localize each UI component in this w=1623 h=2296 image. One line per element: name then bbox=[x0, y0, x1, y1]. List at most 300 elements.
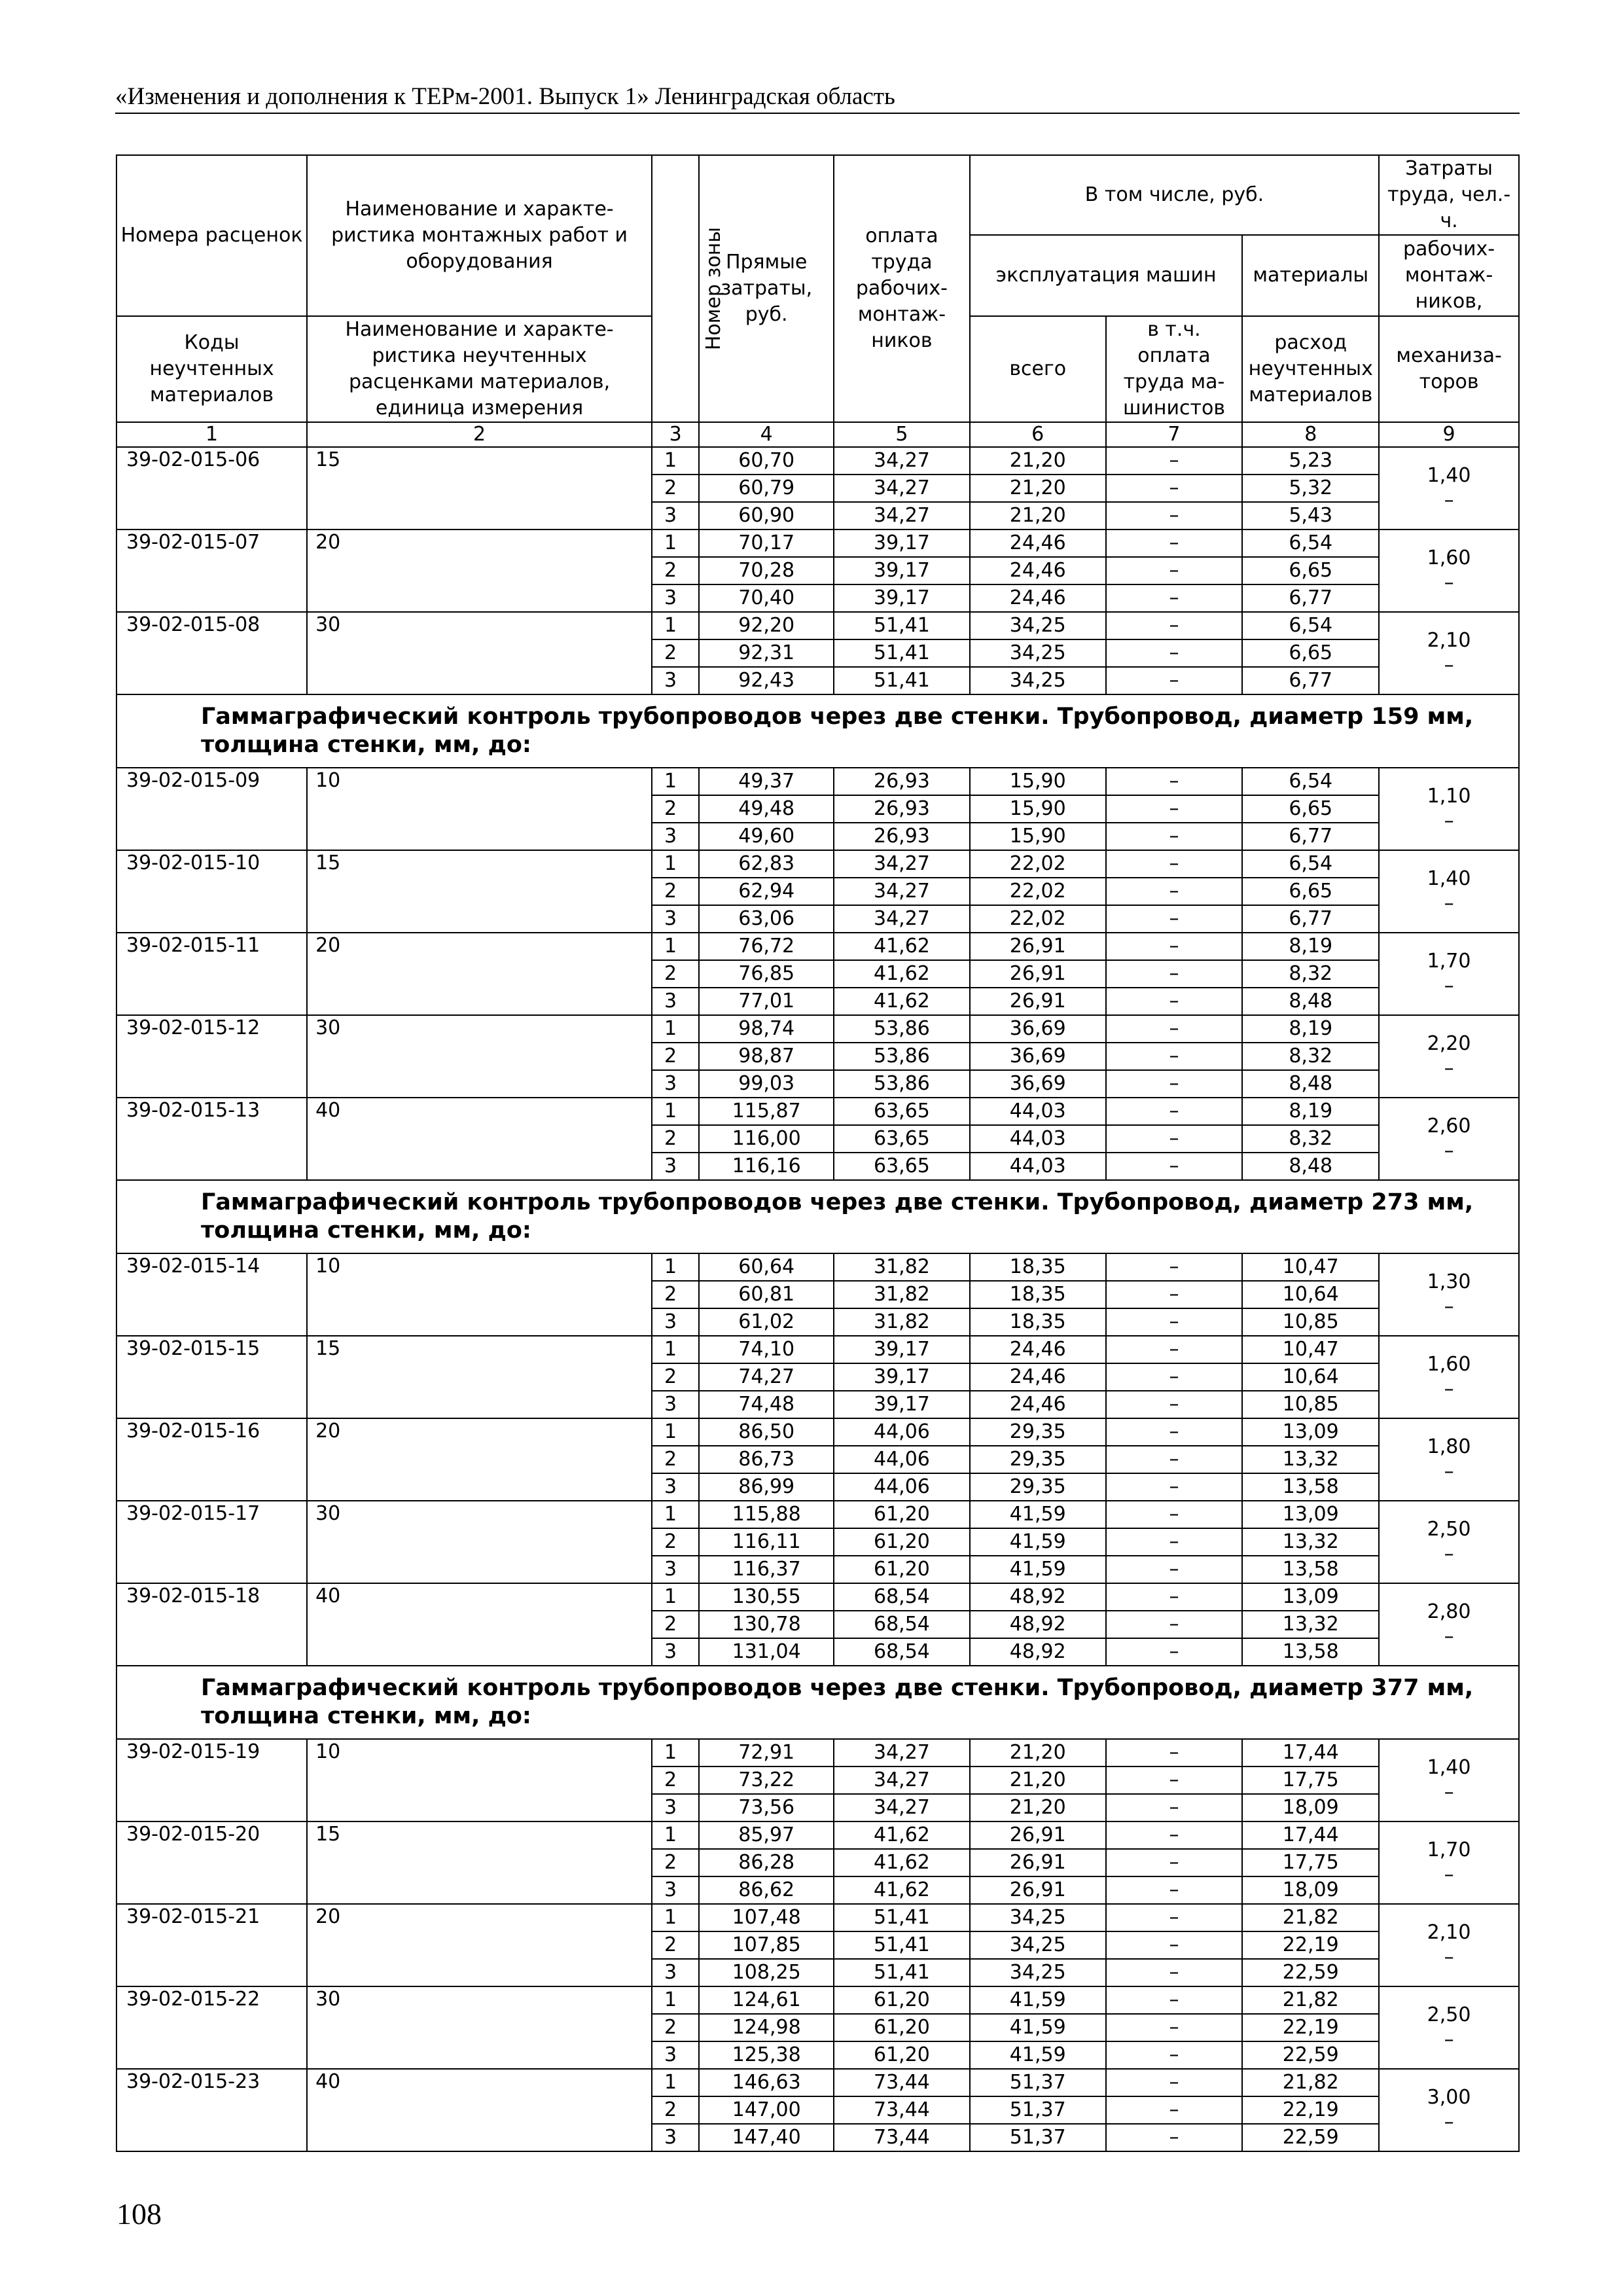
labor-workers-value: 2,10 bbox=[1427, 629, 1471, 652]
direct-costs-value: 146,63 bbox=[699, 2069, 834, 2096]
materials-value: 13,09 bbox=[1242, 1583, 1379, 1611]
zone-number: 3 bbox=[652, 1391, 699, 1418]
header-workers-pay: оплата труда рабочих-монтажников bbox=[834, 155, 970, 422]
section-heading: Гаммаграфический контроль трубопроводов через две стенки. Трубопровод, диаметр 377 мм, толщина стенки, мм, до: bbox=[116, 1666, 1519, 1739]
machinist-pay-value: – bbox=[1106, 1876, 1243, 1904]
workers-pay-value: 34,27 bbox=[834, 878, 970, 905]
zone-number: 1 bbox=[652, 850, 699, 878]
machinist-pay-value: – bbox=[1106, 878, 1243, 905]
direct-costs-value: 98,74 bbox=[699, 1015, 834, 1043]
column-number: 8 bbox=[1242, 422, 1379, 447]
machine-operation-value: 18,35 bbox=[970, 1308, 1106, 1336]
zone-number: 2 bbox=[652, 475, 699, 502]
materials-value: 22,19 bbox=[1242, 2096, 1379, 2124]
machine-operation-value: 22,02 bbox=[970, 905, 1106, 933]
machine-operation-value: 26,91 bbox=[970, 933, 1106, 960]
labor-workers-value: 1,40 bbox=[1427, 867, 1471, 890]
machinist-pay-value: – bbox=[1106, 1043, 1243, 1070]
direct-costs-value: 116,37 bbox=[699, 1556, 834, 1583]
header-zone bbox=[652, 155, 726, 422]
labor-mechanics-value: – bbox=[1444, 1460, 1454, 1483]
labor-costs-cell bbox=[1379, 1098, 1519, 1180]
materials-value: 6,77 bbox=[1242, 905, 1379, 933]
machinist-pay-value: – bbox=[1106, 1015, 1243, 1043]
zone-number: 2 bbox=[652, 1849, 699, 1876]
machinist-pay-value: – bbox=[1106, 1931, 1243, 1959]
direct-costs-value: 116,16 bbox=[699, 1153, 834, 1180]
workers-pay-value: 61,20 bbox=[834, 1528, 970, 1556]
column-number: 7 bbox=[1106, 422, 1243, 447]
labor-mechanics-value: – bbox=[1444, 1946, 1454, 1969]
table-row bbox=[116, 1739, 1519, 1767]
machine-operation-value: 48,92 bbox=[970, 1583, 1106, 1611]
workers-pay-value: 68,54 bbox=[834, 1583, 970, 1611]
direct-costs-value: 74,10 bbox=[699, 1336, 834, 1363]
price-table bbox=[116, 154, 1520, 2152]
materials-value: 17,75 bbox=[1242, 1849, 1379, 1876]
workers-pay-value: 39,17 bbox=[834, 1336, 970, 1363]
materials-value: 6,65 bbox=[1242, 557, 1379, 584]
labor-costs-cell bbox=[1379, 1336, 1519, 1418]
workers-pay-value: 61,20 bbox=[834, 2041, 970, 2069]
zone-number: 1 bbox=[652, 768, 699, 795]
machinist-pay-value: – bbox=[1106, 1153, 1243, 1180]
workers-pay-value: 34,27 bbox=[834, 850, 970, 878]
machinist-pay-value: – bbox=[1106, 1070, 1243, 1098]
zone-number: 2 bbox=[652, 1043, 699, 1070]
workers-pay-value: 51,41 bbox=[834, 1959, 970, 1986]
materials-value: 21,82 bbox=[1242, 1904, 1379, 1931]
direct-costs-value: 92,43 bbox=[699, 667, 834, 694]
machinist-pay-value: – bbox=[1106, 1849, 1243, 1876]
zone-number: 1 bbox=[652, 2069, 699, 2096]
workers-pay-value: 68,54 bbox=[834, 1638, 970, 1666]
header-including: В том числе, руб. bbox=[970, 155, 1379, 235]
header-rate-numbers: Номера расценок bbox=[116, 155, 307, 316]
machine-operation-value: 21,20 bbox=[970, 447, 1106, 475]
header-material-consumption: расход неучтенных материалов bbox=[1242, 316, 1379, 422]
workers-pay-value: 41,62 bbox=[834, 1876, 970, 1904]
zone-number: 3 bbox=[652, 1153, 699, 1180]
direct-costs-value: 86,28 bbox=[699, 1849, 834, 1876]
machinist-pay-value: – bbox=[1106, 1418, 1243, 1446]
labor-workers-value: 1,40 bbox=[1427, 1756, 1471, 1779]
workers-pay-value: 44,06 bbox=[834, 1446, 970, 1473]
machinist-pay-value: – bbox=[1106, 1501, 1243, 1528]
zone-number: 3 bbox=[652, 1473, 699, 1501]
header-direct-costs: Прямые затраты, руб. bbox=[699, 155, 834, 422]
machinist-pay-value: – bbox=[1106, 1739, 1243, 1767]
table-body bbox=[116, 447, 1519, 2151]
direct-costs-value: 49,37 bbox=[699, 768, 834, 795]
materials-value: 5,43 bbox=[1242, 502, 1379, 529]
machinist-pay-value: – bbox=[1106, 1904, 1243, 1931]
machinist-pay-value: – bbox=[1106, 1363, 1243, 1391]
direct-costs-value: 60,79 bbox=[699, 475, 834, 502]
zone-number: 1 bbox=[652, 1501, 699, 1528]
rate-code: 39-02-015-09 bbox=[116, 768, 307, 850]
rate-code: 39-02-015-14 bbox=[116, 1253, 307, 1336]
wall-thickness: 30 bbox=[307, 612, 652, 694]
zone-number: 1 bbox=[652, 447, 699, 475]
labor-workers-value: 2,10 bbox=[1427, 1921, 1471, 1944]
direct-costs-value: 61,02 bbox=[699, 1308, 834, 1336]
machinist-pay-value: – bbox=[1106, 768, 1243, 795]
rate-code: 39-02-015-18 bbox=[116, 1583, 307, 1666]
rate-code: 39-02-015-22 bbox=[116, 1986, 307, 2069]
materials-value: 8,32 bbox=[1242, 960, 1379, 988]
materials-value: 8,48 bbox=[1242, 1153, 1379, 1180]
machinist-pay-value: – bbox=[1106, 795, 1243, 823]
zone-number: 1 bbox=[652, 1253, 699, 1281]
workers-pay-value: 51,41 bbox=[834, 639, 970, 667]
labor-mechanics-value: – bbox=[1444, 2028, 1454, 2051]
labor-workers-value: 1,10 bbox=[1427, 785, 1471, 808]
rate-code: 39-02-015-15 bbox=[116, 1336, 307, 1418]
table-row bbox=[116, 1501, 1519, 1528]
workers-pay-value: 53,86 bbox=[834, 1043, 970, 1070]
materials-value: 8,48 bbox=[1242, 988, 1379, 1015]
machinist-pay-value: – bbox=[1106, 1281, 1243, 1308]
machinist-pay-value: – bbox=[1106, 529, 1243, 557]
wall-thickness: 10 bbox=[307, 1739, 652, 1821]
machinist-pay-value: – bbox=[1106, 502, 1243, 529]
materials-value: 6,77 bbox=[1242, 823, 1379, 850]
section-heading: Гаммаграфический контроль трубопроводов через две стенки. Трубопровод, диаметр 273 мм, толщина стенки, мм, до: bbox=[116, 1180, 1519, 1253]
zone-number: 2 bbox=[652, 557, 699, 584]
machinist-pay-value: – bbox=[1106, 905, 1243, 933]
labor-mechanics-value: – bbox=[1444, 489, 1454, 512]
materials-value: 6,54 bbox=[1242, 612, 1379, 639]
machinist-pay-value: – bbox=[1106, 447, 1243, 475]
machinist-pay-value: – bbox=[1106, 1391, 1243, 1418]
direct-costs-value: 60,70 bbox=[699, 447, 834, 475]
zone-number: 3 bbox=[652, 1070, 699, 1098]
table-row bbox=[116, 447, 1519, 475]
direct-costs-value: 76,85 bbox=[699, 960, 834, 988]
wall-thickness: 15 bbox=[307, 447, 652, 529]
materials-value: 13,32 bbox=[1242, 1528, 1379, 1556]
workers-pay-value: 26,93 bbox=[834, 768, 970, 795]
running-header: «Изменения и дополнения к ТЕРм-2001. Выпуск 1» Ленинградская область bbox=[115, 82, 1520, 114]
machinist-pay-value: – bbox=[1106, 612, 1243, 639]
machine-operation-value: 22,02 bbox=[970, 850, 1106, 878]
wall-thickness: 30 bbox=[307, 1986, 652, 2069]
direct-costs-value: 116,00 bbox=[699, 1125, 834, 1153]
machinist-pay-value: – bbox=[1106, 1986, 1243, 2014]
header-zone-text: Номер зоны bbox=[702, 226, 726, 351]
workers-pay-value: 61,20 bbox=[834, 2014, 970, 2041]
header-material-codes: Коды неучтенных материалов bbox=[116, 316, 307, 422]
header-machine-total: всего bbox=[970, 316, 1106, 422]
zone-number: 1 bbox=[652, 933, 699, 960]
materials-value: 10,85 bbox=[1242, 1391, 1379, 1418]
direct-costs-value: 76,72 bbox=[699, 933, 834, 960]
workers-pay-value: 39,17 bbox=[834, 557, 970, 584]
materials-value: 17,75 bbox=[1242, 1767, 1379, 1794]
direct-costs-value: 116,11 bbox=[699, 1528, 834, 1556]
workers-pay-value: 41,62 bbox=[834, 933, 970, 960]
labor-workers-value: 1,30 bbox=[1427, 1270, 1471, 1293]
direct-costs-value: 92,20 bbox=[699, 612, 834, 639]
machine-operation-value: 18,35 bbox=[970, 1281, 1106, 1308]
materials-value: 6,77 bbox=[1242, 584, 1379, 612]
workers-pay-value: 34,27 bbox=[834, 905, 970, 933]
workers-pay-value: 31,82 bbox=[834, 1281, 970, 1308]
machinist-pay-value: – bbox=[1106, 667, 1243, 694]
materials-value: 6,54 bbox=[1242, 768, 1379, 795]
direct-costs-value: 62,94 bbox=[699, 878, 834, 905]
workers-pay-value: 63,65 bbox=[834, 1153, 970, 1180]
workers-pay-value: 34,27 bbox=[834, 1767, 970, 1794]
machinist-pay-value: – bbox=[1106, 988, 1243, 1015]
materials-value: 8,48 bbox=[1242, 1070, 1379, 1098]
labor-costs-cell bbox=[1379, 612, 1519, 694]
workers-pay-value: 51,41 bbox=[834, 612, 970, 639]
table-row bbox=[116, 1904, 1519, 1931]
machine-operation-value: 41,59 bbox=[970, 2014, 1106, 2041]
materials-value: 6,54 bbox=[1242, 529, 1379, 557]
workers-pay-value: 53,86 bbox=[834, 1070, 970, 1098]
column-number: 9 bbox=[1379, 422, 1519, 447]
machine-operation-value: 36,69 bbox=[970, 1015, 1106, 1043]
materials-value: 6,54 bbox=[1242, 850, 1379, 878]
materials-value: 6,77 bbox=[1242, 667, 1379, 694]
materials-value: 18,09 bbox=[1242, 1794, 1379, 1821]
machinist-pay-value: – bbox=[1106, 1528, 1243, 1556]
header-machinist-pay: в т.ч. оплата труда машинистов bbox=[1106, 316, 1243, 422]
labor-costs-cell bbox=[1379, 1015, 1519, 1098]
direct-costs-value: 70,17 bbox=[699, 529, 834, 557]
machinist-pay-value: – bbox=[1106, 1125, 1243, 1153]
workers-pay-value: 26,93 bbox=[834, 795, 970, 823]
direct-costs-value: 124,98 bbox=[699, 2014, 834, 2041]
machine-operation-value: 29,35 bbox=[970, 1418, 1106, 1446]
machinist-pay-value: – bbox=[1106, 933, 1243, 960]
rate-code: 39-02-015-21 bbox=[116, 1904, 307, 1986]
labor-workers-value: 2,60 bbox=[1427, 1115, 1471, 1138]
machinist-pay-value: – bbox=[1106, 1959, 1243, 1986]
direct-costs-value: 124,61 bbox=[699, 1986, 834, 2014]
machine-operation-value: 41,59 bbox=[970, 1528, 1106, 1556]
machinist-pay-value: – bbox=[1106, 1556, 1243, 1583]
labor-costs-cell bbox=[1379, 1418, 1519, 1501]
machine-operation-value: 15,90 bbox=[970, 823, 1106, 850]
direct-costs-value: 77,01 bbox=[699, 988, 834, 1015]
rate-code: 39-02-015-23 bbox=[116, 2069, 307, 2151]
machine-operation-value: 48,92 bbox=[970, 1611, 1106, 1638]
section-heading-row bbox=[116, 694, 1519, 768]
column-number: 1 bbox=[116, 422, 307, 447]
zone-number: 3 bbox=[652, 502, 699, 529]
zone-number: 2 bbox=[652, 1363, 699, 1391]
labor-mechanics-value: – bbox=[1444, 571, 1454, 594]
machinist-pay-value: – bbox=[1106, 850, 1243, 878]
machinist-pay-value: – bbox=[1106, 2124, 1243, 2151]
rate-code: 39-02-015-08 bbox=[116, 612, 307, 694]
direct-costs-value: 99,03 bbox=[699, 1070, 834, 1098]
labor-mechanics-value: – bbox=[1444, 1543, 1454, 1566]
materials-value: 13,32 bbox=[1242, 1611, 1379, 1638]
materials-value: 10,64 bbox=[1242, 1363, 1379, 1391]
zone-number: 2 bbox=[652, 1611, 699, 1638]
rate-code: 39-02-015-06 bbox=[116, 447, 307, 529]
header-materials: материалы bbox=[1242, 235, 1379, 316]
direct-costs-value: 147,00 bbox=[699, 2096, 834, 2124]
labor-costs-cell bbox=[1379, 529, 1519, 612]
section-heading: Гаммаграфический контроль трубопроводов через две стенки. Трубопровод, диаметр 159 мм, толщина стенки, мм, до: bbox=[116, 694, 1519, 768]
page-number: 108 bbox=[116, 2197, 162, 2231]
machine-operation-value: 24,46 bbox=[970, 584, 1106, 612]
machine-operation-value: 26,91 bbox=[970, 1821, 1106, 1849]
direct-costs-value: 60,64 bbox=[699, 1253, 834, 1281]
zone-number: 2 bbox=[652, 1528, 699, 1556]
section-heading-row bbox=[116, 1666, 1519, 1739]
machine-operation-value: 51,37 bbox=[970, 2096, 1106, 2124]
materials-value: 10,85 bbox=[1242, 1308, 1379, 1336]
machine-operation-value: 24,46 bbox=[970, 557, 1106, 584]
machine-operation-value: 44,03 bbox=[970, 1153, 1106, 1180]
materials-value: 6,65 bbox=[1242, 795, 1379, 823]
rate-code: 39-02-015-19 bbox=[116, 1739, 307, 1821]
labor-costs-cell bbox=[1379, 1739, 1519, 1821]
labor-mechanics-value: – bbox=[1444, 1625, 1454, 1648]
section-heading-row bbox=[116, 1180, 1519, 1253]
labor-workers-value: 2,80 bbox=[1427, 1600, 1471, 1623]
machinist-pay-value: – bbox=[1106, 1336, 1243, 1363]
direct-costs-value: 74,27 bbox=[699, 1363, 834, 1391]
workers-pay-value: 39,17 bbox=[834, 529, 970, 557]
machinist-pay-value: – bbox=[1106, 475, 1243, 502]
zone-number: 2 bbox=[652, 878, 699, 905]
labor-workers-value: 2,50 bbox=[1427, 2003, 1471, 2026]
materials-value: 8,32 bbox=[1242, 1043, 1379, 1070]
zone-number: 3 bbox=[652, 1638, 699, 1666]
rate-code: 39-02-015-12 bbox=[116, 1015, 307, 1098]
labor-mechanics-value: – bbox=[1444, 1781, 1454, 1804]
labor-costs-cell bbox=[1379, 1986, 1519, 2069]
machinist-pay-value: – bbox=[1106, 1611, 1243, 1638]
workers-pay-value: 63,65 bbox=[834, 1125, 970, 1153]
workers-pay-value: 34,27 bbox=[834, 502, 970, 529]
rate-code: 39-02-015-10 bbox=[116, 850, 307, 933]
table-row bbox=[116, 1253, 1519, 1281]
machine-operation-value: 34,25 bbox=[970, 612, 1106, 639]
labor-workers-value: 1,80 bbox=[1427, 1435, 1471, 1458]
direct-costs-value: 85,97 bbox=[699, 1821, 834, 1849]
labor-mechanics-value: – bbox=[1444, 1139, 1454, 1162]
labor-costs-cell bbox=[1379, 1583, 1519, 1666]
materials-value: 13,09 bbox=[1242, 1418, 1379, 1446]
direct-costs-value: 130,78 bbox=[699, 1611, 834, 1638]
labor-workers-value: 2,20 bbox=[1427, 1032, 1471, 1055]
machine-operation-value: 26,91 bbox=[970, 988, 1106, 1015]
machine-operation-value: 41,59 bbox=[970, 1986, 1106, 2014]
machine-operation-value: 41,59 bbox=[970, 1556, 1106, 1583]
table-row bbox=[116, 1583, 1519, 1611]
machine-operation-value: 34,25 bbox=[970, 1959, 1106, 1986]
direct-costs-value: 131,04 bbox=[699, 1638, 834, 1666]
workers-pay-value: 53,86 bbox=[834, 1015, 970, 1043]
workers-pay-value: 34,27 bbox=[834, 1794, 970, 1821]
workers-pay-value: 51,41 bbox=[834, 1931, 970, 1959]
zone-number: 3 bbox=[652, 988, 699, 1015]
materials-value: 17,44 bbox=[1242, 1739, 1379, 1767]
machine-operation-value: 21,20 bbox=[970, 475, 1106, 502]
wall-thickness: 20 bbox=[307, 529, 652, 612]
machinist-pay-value: – bbox=[1106, 1767, 1243, 1794]
direct-costs-value: 115,88 bbox=[699, 1501, 834, 1528]
direct-costs-value: 70,40 bbox=[699, 584, 834, 612]
materials-value: 8,19 bbox=[1242, 1098, 1379, 1125]
materials-value: 5,32 bbox=[1242, 475, 1379, 502]
column-number: 6 bbox=[970, 422, 1106, 447]
machinist-pay-value: – bbox=[1106, 2041, 1243, 2069]
materials-value: 13,58 bbox=[1242, 1556, 1379, 1583]
labor-workers-value: 1,60 bbox=[1427, 547, 1471, 569]
zone-number: 1 bbox=[652, 1821, 699, 1849]
zone-number: 1 bbox=[652, 1904, 699, 1931]
machine-operation-value: 21,20 bbox=[970, 1739, 1106, 1767]
workers-pay-value: 34,27 bbox=[834, 1739, 970, 1767]
materials-value: 13,09 bbox=[1242, 1501, 1379, 1528]
direct-costs-value: 62,83 bbox=[699, 850, 834, 878]
materials-value: 22,59 bbox=[1242, 2124, 1379, 2151]
labor-costs-cell bbox=[1379, 933, 1519, 1015]
wall-thickness: 40 bbox=[307, 2069, 652, 2151]
materials-value: 8,19 bbox=[1242, 933, 1379, 960]
machine-operation-value: 44,03 bbox=[970, 1125, 1106, 1153]
workers-pay-value: 73,44 bbox=[834, 2069, 970, 2096]
materials-value: 10,64 bbox=[1242, 1281, 1379, 1308]
direct-costs-value: 107,85 bbox=[699, 1931, 834, 1959]
direct-costs-value: 63,06 bbox=[699, 905, 834, 933]
rate-code: 39-02-015-16 bbox=[116, 1418, 307, 1501]
materials-value: 10,47 bbox=[1242, 1253, 1379, 1281]
workers-pay-value: 51,41 bbox=[834, 1904, 970, 1931]
zone-number: 1 bbox=[652, 1418, 699, 1446]
materials-value: 10,47 bbox=[1242, 1336, 1379, 1363]
machinist-pay-value: – bbox=[1106, 960, 1243, 988]
zone-number: 3 bbox=[652, 823, 699, 850]
direct-costs-value: 86,73 bbox=[699, 1446, 834, 1473]
zone-number: 2 bbox=[652, 2014, 699, 2041]
wall-thickness: 20 bbox=[307, 1904, 652, 1986]
header-workers-mounting: рабочих-монтажников, bbox=[1379, 235, 1519, 316]
machine-operation-value: 24,46 bbox=[970, 1363, 1106, 1391]
machine-operation-value: 21,20 bbox=[970, 1767, 1106, 1794]
zone-number: 3 bbox=[652, 2124, 699, 2151]
direct-costs-value: 108,25 bbox=[699, 1959, 834, 1986]
labor-costs-cell bbox=[1379, 1501, 1519, 1583]
machinist-pay-value: – bbox=[1106, 1638, 1243, 1666]
zone-number: 2 bbox=[652, 1931, 699, 1959]
rate-code: 39-02-015-20 bbox=[116, 1821, 307, 1904]
direct-costs-value: 60,81 bbox=[699, 1281, 834, 1308]
labor-costs-cell bbox=[1379, 1253, 1519, 1336]
direct-costs-value: 49,60 bbox=[699, 823, 834, 850]
machine-operation-value: 34,25 bbox=[970, 639, 1106, 667]
direct-costs-value: 130,55 bbox=[699, 1583, 834, 1611]
wall-thickness: 10 bbox=[307, 768, 652, 850]
wall-thickness: 20 bbox=[307, 933, 652, 1015]
direct-costs-value: 73,22 bbox=[699, 1767, 834, 1794]
header-mechanics: механизаторов bbox=[1379, 316, 1519, 422]
table-row bbox=[116, 1821, 1519, 1849]
workers-pay-value: 73,44 bbox=[834, 2124, 970, 2151]
machine-operation-value: 24,46 bbox=[970, 1336, 1106, 1363]
machine-operation-value: 24,46 bbox=[970, 1391, 1106, 1418]
